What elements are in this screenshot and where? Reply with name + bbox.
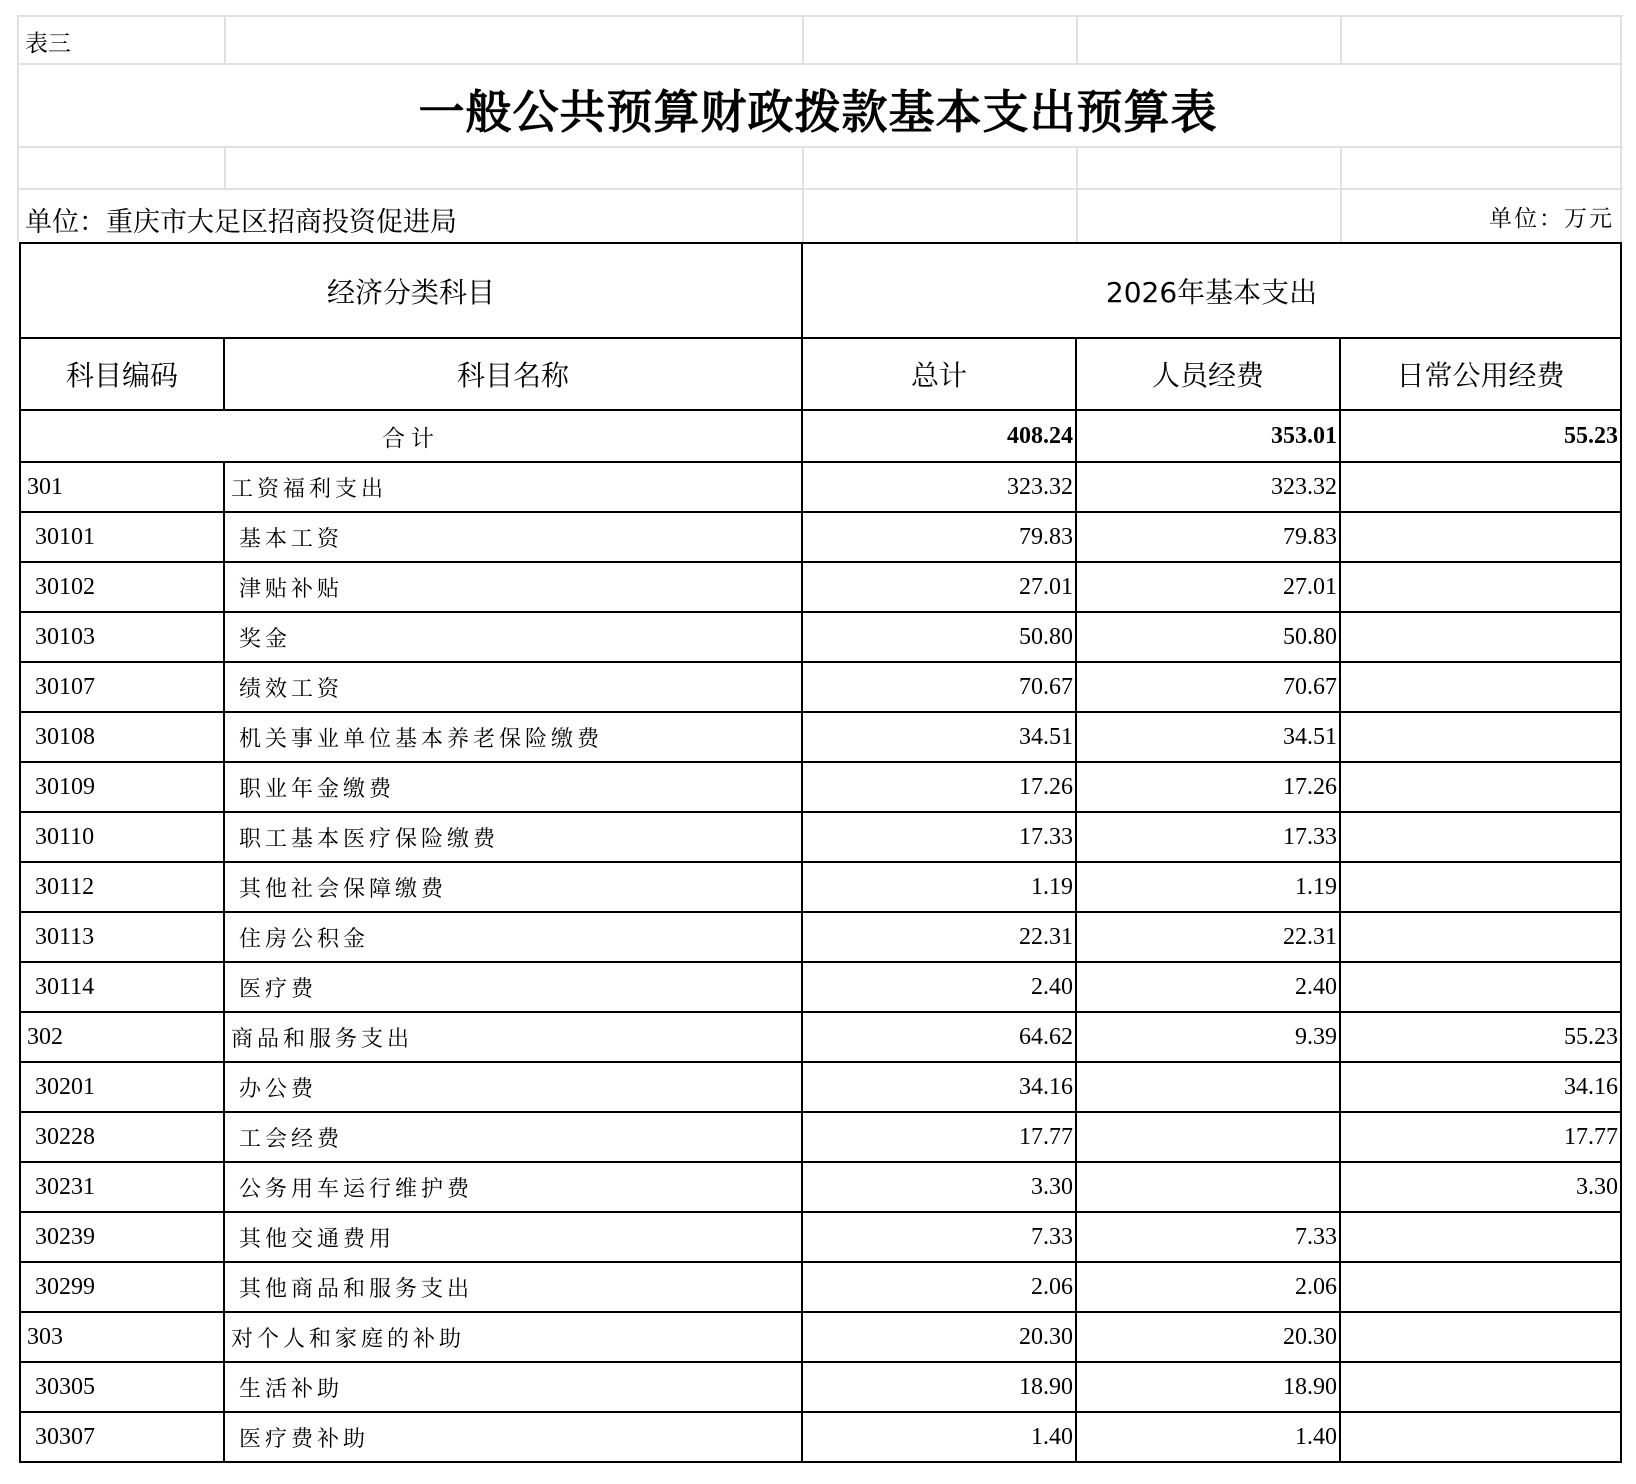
row-personnel: 17.26 <box>1076 762 1340 812</box>
row-name: 职业年金缴费 <box>224 762 802 812</box>
row-public: 3.30 <box>1340 1162 1621 1212</box>
table-row <box>20 1112 1621 1162</box>
row-public <box>1340 1212 1621 1262</box>
table-row <box>20 562 1621 612</box>
header-group-row <box>20 243 1621 338</box>
total-personnel: 353.01 <box>1076 410 1340 462</box>
table-row <box>20 1062 1621 1112</box>
row-code: 30109 <box>20 762 224 812</box>
row-public <box>1340 1262 1621 1312</box>
row-public <box>1340 1362 1621 1412</box>
table-row <box>20 762 1621 812</box>
row-personnel <box>1076 1162 1340 1212</box>
table-label: 表三 <box>25 31 71 57</box>
row-public: 17.77 <box>1340 1112 1621 1162</box>
header-economic-category: 经济分类科目 <box>20 243 802 338</box>
row-code: 30299 <box>20 1262 224 1312</box>
row-personnel: 20.30 <box>1076 1312 1340 1362</box>
row-public <box>1340 712 1621 762</box>
row-personnel: 22.31 <box>1076 912 1340 962</box>
row-public <box>1340 562 1621 612</box>
row-personnel: 27.01 <box>1076 562 1340 612</box>
row-name: 职工基本医疗保险缴费 <box>224 812 802 862</box>
table-row <box>20 1262 1621 1312</box>
row-name: 其他社会保障缴费 <box>224 862 802 912</box>
row-code: 302 <box>20 1012 224 1062</box>
row-total: 20.30 <box>802 1312 1076 1362</box>
table-row <box>20 462 1621 512</box>
row-name: 其他交通费用 <box>224 1212 802 1262</box>
row-name: 基本工资 <box>224 512 802 562</box>
header-total: 总计 <box>802 338 1076 410</box>
table-row <box>20 612 1621 662</box>
row-public <box>1340 662 1621 712</box>
row-personnel: 1.40 <box>1076 1412 1340 1462</box>
row-personnel: 18.90 <box>1076 1362 1340 1412</box>
header-personnel: 人员经费 <box>1076 338 1340 410</box>
row-code: 30114 <box>20 962 224 1012</box>
row-name: 其他商品和服务支出 <box>224 1262 802 1312</box>
table-row <box>20 712 1621 762</box>
unit-currency: 单位：万元 <box>1489 206 1614 232</box>
header-row <box>20 338 1621 410</box>
total-label: 合计 <box>20 410 802 462</box>
row-name: 工会经费 <box>224 1112 802 1162</box>
row-name: 机关事业单位基本养老保险缴费 <box>224 712 802 762</box>
row-code: 303 <box>20 1312 224 1362</box>
row-personnel: 323.32 <box>1076 462 1340 512</box>
row-personnel: 17.33 <box>1076 812 1340 862</box>
row-name: 奖金 <box>224 612 802 662</box>
row-public: 55.23 <box>1340 1012 1621 1062</box>
row-personnel: 70.67 <box>1076 662 1340 712</box>
row-personnel <box>1076 1062 1340 1112</box>
table-row <box>20 862 1621 912</box>
table-row <box>20 512 1621 562</box>
row-total: 17.77 <box>802 1112 1076 1162</box>
row-code: 301 <box>20 462 224 512</box>
row-code: 30228 <box>20 1112 224 1162</box>
row-total: 64.62 <box>802 1012 1076 1062</box>
total-public: 55.23 <box>1340 410 1621 462</box>
row-total: 18.90 <box>802 1362 1076 1412</box>
row-public <box>1340 912 1621 962</box>
table-row <box>20 1362 1621 1412</box>
row-name: 医疗费 <box>224 962 802 1012</box>
row-code: 30239 <box>20 1212 224 1262</box>
row-total: 1.19 <box>802 862 1076 912</box>
row-code: 30231 <box>20 1162 224 1212</box>
total-row <box>20 410 1621 462</box>
row-code: 30305 <box>20 1362 224 1412</box>
table-row <box>20 912 1621 962</box>
header-code: 科目编码 <box>20 338 224 410</box>
row-total: 17.33 <box>802 812 1076 862</box>
table-row <box>20 1312 1621 1362</box>
row-total: 34.16 <box>802 1062 1076 1112</box>
row-total: 2.40 <box>802 962 1076 1012</box>
row-public <box>1340 762 1621 812</box>
row-public <box>1340 812 1621 862</box>
row-name: 医疗费补助 <box>224 1412 802 1462</box>
row-public <box>1340 1412 1621 1462</box>
row-code: 30107 <box>20 662 224 712</box>
row-name: 办公费 <box>224 1062 802 1112</box>
table-row <box>20 962 1621 1012</box>
header-public: 日常公用经费 <box>1340 338 1621 410</box>
row-public <box>1340 1312 1621 1362</box>
row-code: 30102 <box>20 562 224 612</box>
row-total: 2.06 <box>802 1262 1076 1312</box>
row-code: 30113 <box>20 912 224 962</box>
row-public <box>1340 512 1621 562</box>
row-code: 30103 <box>20 612 224 662</box>
row-total: 79.83 <box>802 512 1076 562</box>
row-name: 住房公积金 <box>224 912 802 962</box>
row-total: 1.40 <box>802 1412 1076 1462</box>
row-personnel <box>1076 1112 1340 1162</box>
row-total: 70.67 <box>802 662 1076 712</box>
row-name: 绩效工资 <box>224 662 802 712</box>
row-personnel: 79.83 <box>1076 512 1340 562</box>
row-personnel: 7.33 <box>1076 1212 1340 1262</box>
row-code: 30108 <box>20 712 224 762</box>
row-personnel: 50.80 <box>1076 612 1340 662</box>
row-code: 30112 <box>20 862 224 912</box>
row-total: 27.01 <box>802 562 1076 612</box>
row-total: 22.31 <box>802 912 1076 962</box>
row-code: 30110 <box>20 812 224 862</box>
row-total: 3.30 <box>802 1162 1076 1212</box>
row-name: 商品和服务支出 <box>224 1012 802 1062</box>
row-personnel: 2.40 <box>1076 962 1340 1012</box>
row-personnel: 2.06 <box>1076 1262 1340 1312</box>
table-row <box>20 662 1621 712</box>
row-personnel: 34.51 <box>1076 712 1340 762</box>
row-total: 34.51 <box>802 712 1076 762</box>
table-row <box>20 1012 1621 1062</box>
unit-organization: 单位：重庆市大足区招商投资促进局 <box>25 207 457 238</box>
row-personnel: 1.19 <box>1076 862 1340 912</box>
table-row <box>20 812 1621 862</box>
row-public <box>1340 862 1621 912</box>
row-total: 50.80 <box>802 612 1076 662</box>
row-total: 323.32 <box>802 462 1076 512</box>
header-name: 科目名称 <box>224 338 802 410</box>
row-code: 30307 <box>20 1412 224 1462</box>
row-public <box>1340 612 1621 662</box>
header-basic-expenditure: 2026年基本支出 <box>802 243 1621 338</box>
row-name: 对个人和家庭的补助 <box>224 1312 802 1362</box>
budget-table <box>19 242 1622 1463</box>
table-row <box>20 1162 1621 1212</box>
row-total: 17.26 <box>802 762 1076 812</box>
table-row <box>20 1212 1621 1262</box>
row-code: 30201 <box>20 1062 224 1112</box>
row-name: 公务用车运行维护费 <box>224 1162 802 1212</box>
row-code: 30101 <box>20 512 224 562</box>
row-total: 7.33 <box>802 1212 1076 1262</box>
page-title: 一般公共预算财政拨款基本支出预算表 <box>418 85 1218 139</box>
row-public <box>1340 462 1621 512</box>
row-name: 工资福利支出 <box>224 462 802 512</box>
row-name: 生活补助 <box>224 1362 802 1412</box>
row-name: 津贴补贴 <box>224 562 802 612</box>
table-row <box>20 1412 1621 1462</box>
row-personnel: 9.39 <box>1076 1012 1340 1062</box>
row-public <box>1340 962 1621 1012</box>
row-public: 34.16 <box>1340 1062 1621 1112</box>
total-total: 408.24 <box>802 410 1076 462</box>
